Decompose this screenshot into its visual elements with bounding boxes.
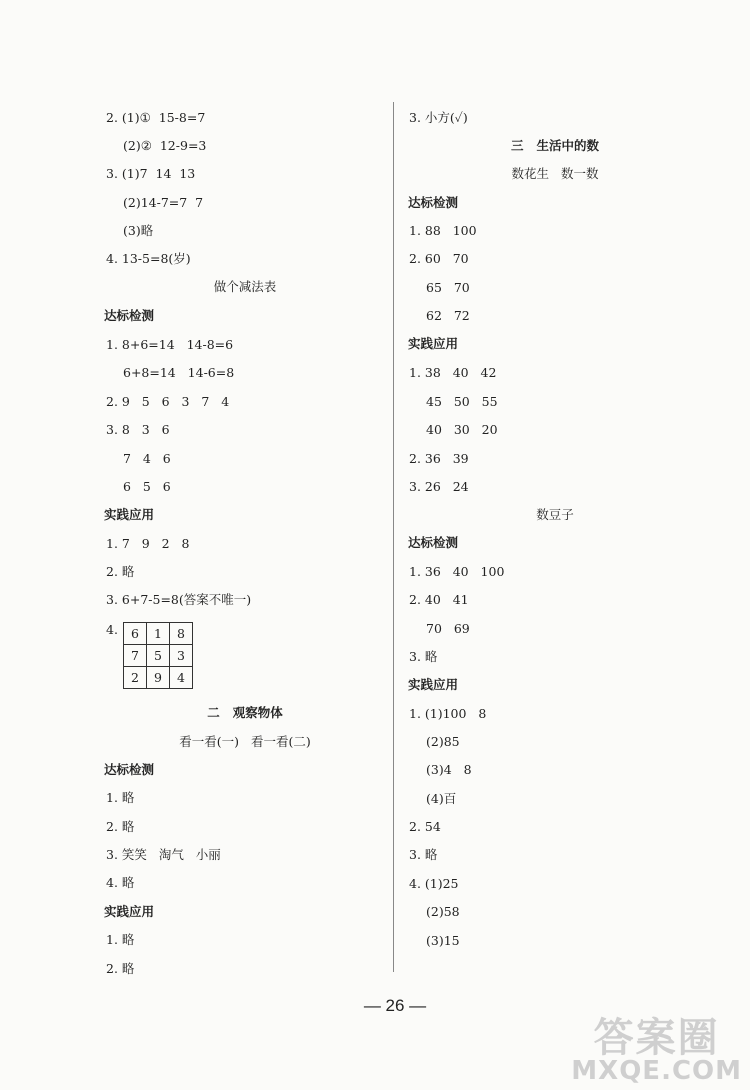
answer-line: 1. (1)100 8	[409, 706, 487, 721]
answer-line: 2. 60 70	[409, 251, 469, 266]
subsection-title: 做个减法表	[213, 279, 277, 294]
watermark-title: 答案圈	[593, 1015, 720, 1061]
section-heading: 达标检测	[408, 195, 459, 210]
answer-line: 2. 40 41	[409, 592, 469, 607]
answer-line: 1. 略	[106, 790, 135, 805]
answer-line: 1. 36 40 100	[409, 564, 505, 579]
section-heading: 实践应用	[408, 677, 459, 692]
answer-line: 1. 8+6=14 14-8=6	[106, 337, 234, 352]
answer-line: 4. 略	[106, 875, 135, 890]
grid-row	[124, 667, 193, 689]
answer-line: (2)14-7=7 7	[123, 195, 204, 210]
subsection-title: 数豆子	[536, 507, 574, 522]
answer-line: (2)② 12-9=3	[123, 138, 207, 153]
page-number: — 26 —	[363, 996, 427, 1015]
answer-line: 1. 略	[106, 932, 135, 947]
grid-cell: 5	[147, 645, 170, 667]
section-heading: 三 生活中的数	[510, 138, 600, 153]
magic-square-grid	[123, 622, 193, 689]
answer-line: (4)百	[426, 791, 457, 806]
answer-line: (2)85	[426, 734, 460, 749]
answer-line: 2. 36 39	[409, 451, 469, 466]
answer-line: 2. 略	[106, 564, 135, 579]
grid-cell: 3	[170, 645, 193, 667]
answer-line: 1. 7 9 2 8	[106, 536, 190, 551]
answer-line: 45 50 55	[426, 394, 498, 409]
grid-cell: 7	[124, 645, 147, 667]
watermark-url: MXQE.COM	[571, 1056, 742, 1086]
answer-line: 1. 38 40 42	[409, 365, 497, 380]
answer-line: 4. (1)25	[409, 876, 459, 891]
answer-line: (3)15	[426, 933, 460, 948]
answer-line: 3. 26 24	[409, 479, 469, 494]
answer-line: 3. 小方(✓)	[409, 110, 468, 125]
section-heading: 达标检测	[104, 308, 155, 323]
answer-line: 3. 8 3 6	[106, 422, 170, 437]
answer-line: 1. 88 100	[409, 223, 477, 238]
grid-cell: 1	[147, 623, 170, 645]
answer-line: 3. 6+7-5=8(答案不唯一)	[106, 592, 252, 607]
grid-row	[124, 623, 193, 645]
answer-line: (3)略	[123, 223, 154, 238]
section-heading: 实践应用	[104, 904, 155, 919]
answer-line: 4.	[106, 622, 118, 637]
grid-row	[124, 645, 193, 667]
answer-line: 3. 略	[409, 649, 438, 664]
answer-line: 3. 略	[409, 847, 438, 862]
answer-line: 65 70	[426, 280, 470, 295]
answer-line: 7 4 6	[123, 451, 171, 466]
grid-cell: 2	[124, 667, 147, 689]
grid-cell: 4	[170, 667, 193, 689]
column-divider	[393, 102, 394, 972]
answer-line: (2)58	[426, 904, 460, 919]
answer-line: 2. 54	[409, 819, 441, 834]
subsection-title: 数花生 数一数	[511, 166, 599, 181]
answer-line: 6 5 6	[123, 479, 171, 494]
answer-line: 3. (1)7 14 13	[106, 166, 196, 181]
answer-line: 62 72	[426, 308, 470, 323]
section-heading: 二 观察物体	[207, 705, 283, 720]
answer-line: 4. 13-5=8(岁)	[106, 251, 191, 266]
answer-line: 6+8=14 14-6=8	[123, 365, 235, 380]
answer-line: 2. 略	[106, 819, 135, 834]
section-heading: 实践应用	[104, 507, 155, 522]
grid-cell: 9	[147, 667, 170, 689]
subsection-title: 看一看(一) 看一看(二)	[179, 734, 311, 749]
answer-line: (3)4 8	[426, 762, 472, 777]
grid-cell: 8	[170, 623, 193, 645]
answer-line: 2. 9 5 6 3 7 4	[106, 394, 230, 409]
answer-line: 2. (1)① 15-8=7	[106, 110, 206, 125]
answer-line: 70 69	[426, 621, 470, 636]
answer-line: 2. 略	[106, 961, 135, 976]
section-heading: 实践应用	[408, 336, 459, 351]
section-heading: 达标检测	[104, 762, 155, 777]
grid-cell: 6	[124, 623, 147, 645]
answer-line: 3. 笑笑 淘气 小丽	[106, 847, 221, 862]
watermark-logo	[571, 1015, 742, 1086]
section-heading: 达标检测	[408, 535, 459, 550]
answer-line: 40 30 20	[426, 422, 498, 437]
